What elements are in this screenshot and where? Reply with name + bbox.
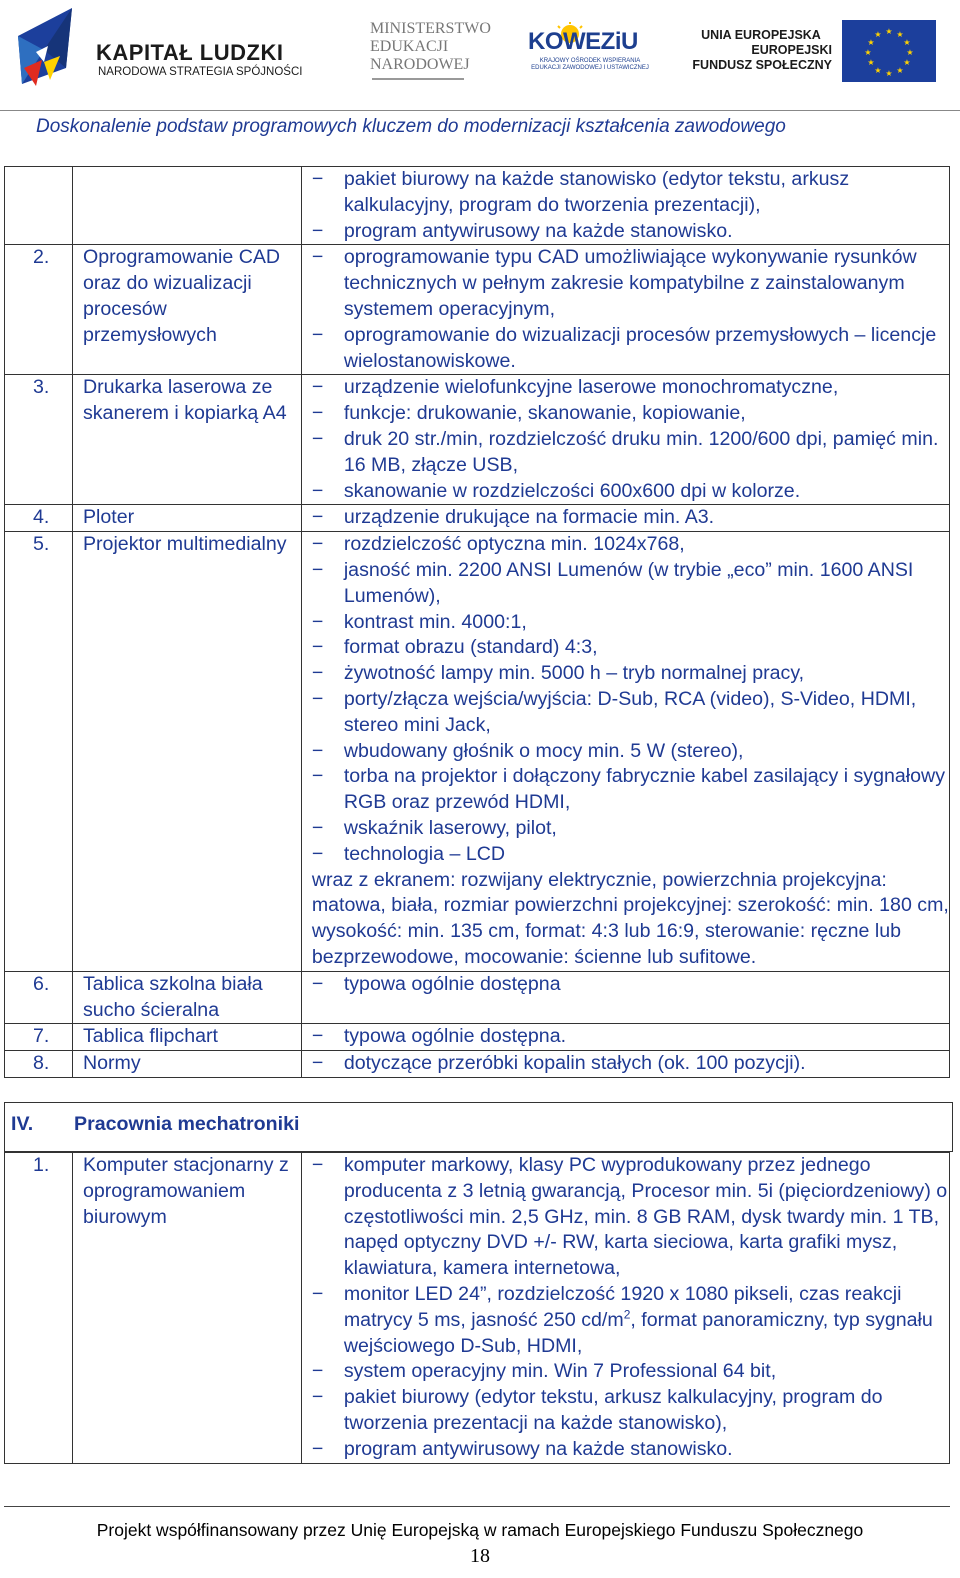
svg-text:★: ★ bbox=[896, 66, 904, 75]
spec-item: − wbudowany głośnik o mocy min. 5 W (stereo), bbox=[312, 739, 949, 765]
table-row bbox=[5, 1153, 950, 1464]
spec-item: − druk 20 str./min, rozdzielczość druku min. 1200/600 dpi, pamięć min. 16 MB, złącze USB, bbox=[312, 427, 949, 479]
row-number: 8. bbox=[5, 1051, 73, 1078]
ministry-line-2: EDUKACJI bbox=[370, 38, 449, 55]
row-name: Tablica flipchart bbox=[72, 1024, 301, 1051]
table-row bbox=[5, 532, 950, 972]
spec-item: − program antywirusowy na każde stanowisko. bbox=[312, 219, 949, 245]
row-number: 1. bbox=[5, 1153, 73, 1464]
table-row bbox=[5, 1051, 950, 1078]
spec-item: − pakiet biurowy (edytor tekstu, arkusz kalkulacyjny, program do tworzenia prezentacji na każde stanowisko), bbox=[312, 1385, 949, 1437]
svg-text:★: ★ bbox=[885, 69, 893, 78]
section-number: IV. bbox=[11, 1113, 34, 1135]
spec-item: − typowa ogólnie dostępna bbox=[312, 972, 949, 998]
spec-item: − rozdzielczość optyczna min. 1024x768, bbox=[312, 532, 949, 558]
section-title: Pracownia mechatroniki bbox=[74, 1113, 300, 1135]
spec-item: − torba na projektor i dołączony fabrycznie kabel zasilający i sygnałowy RGB oraz przewód HDMI, bbox=[312, 764, 949, 816]
spec-item: − skanowanie w rozdzielczości 600x600 dpi w kolorze. bbox=[312, 479, 949, 505]
ue-line-2: EUROPEJSKI bbox=[751, 43, 832, 57]
svg-text:★: ★ bbox=[867, 58, 875, 67]
row-spec bbox=[301, 1153, 949, 1464]
spec-item: − program antywirusowy na każde stanowisko. bbox=[312, 1437, 949, 1463]
table-row bbox=[5, 167, 950, 245]
table-row bbox=[5, 505, 950, 532]
section-header bbox=[4, 1102, 953, 1152]
spec-item: − jasność min. 2200 ANSI Lumenów (w trybie „eco” min. 1600 ANSI Lumenów), bbox=[312, 558, 949, 610]
svg-text:★: ★ bbox=[885, 27, 893, 36]
page-number: 18 bbox=[470, 1545, 490, 1567]
svg-text:★: ★ bbox=[903, 58, 911, 67]
spec-item: − komputer markowy, klasy PC wyprodukowany przez jednego producenta z 3 letnią gwarancją, Procesor min. 5i (pięciordzeniowy) o częstotliwości min. 2,5 GHz, min. 8 GB RAM, dysk twardy min. 1 TB, napęd optyczny DVD +/- RW, karta sieciowa, karta grafiki mysz, klawiatura, kamera internetowa, bbox=[312, 1153, 949, 1282]
row-spec bbox=[301, 971, 949, 1024]
spec-item: − technologia – LCD bbox=[312, 842, 949, 868]
spec-item: − urządzenie drukujące na formacie min. A3. bbox=[312, 505, 949, 531]
eu-flag-icon bbox=[842, 20, 936, 82]
row-number: 2. bbox=[5, 245, 73, 375]
superscript: 2 bbox=[623, 1307, 631, 1322]
ue-text bbox=[690, 28, 832, 73]
row-spec bbox=[301, 245, 949, 375]
table-row bbox=[5, 375, 950, 505]
spec-item: − oprogramowanie do wizualizacji procesów przemysłowych – licencje wielostanowiskowe. bbox=[312, 323, 949, 375]
row-name: Komputer stacjonarny z oprogramowaniem biurowym bbox=[72, 1153, 301, 1464]
spec-item: − oprogramowanie typu CAD umożliwiające wykonywanie rysunków technicznych w pełnym zakresie kompatybilne z zainstalowanym systemem operacyjnym, bbox=[312, 245, 949, 322]
row-number: 3. bbox=[5, 375, 73, 505]
project-title: Doskonalenie podstaw programowych kluczem do modernizacji kształcenia zawodowego bbox=[36, 116, 786, 137]
row-spec bbox=[301, 1024, 949, 1051]
ministry-underline bbox=[372, 78, 464, 80]
svg-text:★: ★ bbox=[903, 38, 911, 47]
table-row bbox=[5, 1024, 950, 1051]
row-number bbox=[5, 167, 73, 245]
row-name: Projektor multimedialny bbox=[72, 532, 301, 972]
spec-item: − kontrast min. 4000:1, bbox=[312, 610, 949, 636]
table-row bbox=[5, 245, 950, 375]
page-header bbox=[0, 0, 960, 112]
row-name bbox=[72, 167, 301, 245]
ministry-line-3: NARODOWEJ bbox=[370, 56, 470, 73]
row-number: 5. bbox=[5, 532, 73, 972]
spec-text: , format panoramiczny, typ sygnału wejściowego D-Sub, HDMI, bbox=[343, 1308, 933, 1357]
svg-text:★: ★ bbox=[906, 48, 914, 57]
row-spec bbox=[301, 532, 949, 972]
svg-text:★: ★ bbox=[867, 38, 875, 47]
row-number: 7. bbox=[5, 1024, 73, 1051]
spec-item: − system operacyjny min. Win 7 Professional 64 bit, bbox=[312, 1359, 949, 1385]
footer-text: Projekt współfinansowany przez Unię Europejską w ramach Europejskiego Funduszu Społecznego bbox=[96, 1520, 864, 1540]
spec-item bbox=[312, 1282, 949, 1359]
screen-description: wraz z ekranem: rozwijany elektrycznie, powierzchnia projekcyjna: matowa, biała, rozmiar powierzchni projekcyjnej: szerokość: min. 180 cm, wysokość: min. 135 cm, format: 4:3 lub 16:9, sterowanie: ręczne lub bezprzewodowe, mocowanie: ścienne lub sufitowe. bbox=[311, 868, 949, 968]
svg-text:★: ★ bbox=[874, 30, 882, 39]
kl-subtitle: NARODOWA STRATEGIA SPÓJNOŚCI bbox=[98, 66, 303, 78]
spec-item: − porty/złącza wejścia/wyjścia: D-Sub, RCA (video), S-Video, HDMI, stereo mini Jack, bbox=[312, 687, 949, 739]
spec-item: − funkcje: drukowanie, skanowanie, kopiowanie, bbox=[312, 401, 949, 427]
row-spec bbox=[301, 505, 949, 532]
row-number: 6. bbox=[5, 971, 73, 1024]
row-name: Oprogramowanie CAD oraz do wizualizacji procesów przemysłowych bbox=[72, 245, 301, 375]
kowezu-sub-1: KRAJOWY OŚRODEK WSPIERANIA bbox=[539, 58, 641, 64]
svg-text:★: ★ bbox=[874, 66, 882, 75]
spec-item: − format obrazu (standard) 4:3, bbox=[312, 635, 949, 661]
spec-item: − żywotność lampy min. 5000 h – tryb normalnej pracy, bbox=[312, 661, 949, 687]
header-rule bbox=[0, 110, 960, 111]
ue-line-1: UNIA EUROPEJSKA bbox=[701, 28, 821, 42]
row-spec bbox=[301, 167, 949, 245]
svg-text:★: ★ bbox=[864, 48, 872, 57]
kl-title: KAPITAŁ LUDZKI bbox=[96, 40, 284, 65]
kowezu-name: KOWEZiU bbox=[528, 28, 638, 55]
kowezu-subtitle bbox=[530, 58, 650, 72]
kowezu-sub-2: EDUKACJI ZAWODOWEJ I USTAWICZNEJ bbox=[531, 65, 649, 71]
row-name: Normy bbox=[72, 1051, 301, 1078]
ministry-line-1: MINISTERSTWO bbox=[370, 20, 491, 37]
row-name: Tablica szkolna biała sucho ścieralna bbox=[72, 971, 301, 1024]
spec-text: monitor LED 24”, rozdzielczość 1920 x 1080 pikseli, czas reakcji matrycy 5 ms, jasność 250 cd/m bbox=[343, 1282, 902, 1331]
row-name: Ploter bbox=[72, 505, 301, 532]
spec-item: − wskaźnik laserowy, pilot, bbox=[312, 816, 949, 842]
svg-text:★: ★ bbox=[896, 30, 904, 39]
row-name: Drukarka laserowa ze skanerem i kopiarką A4 bbox=[72, 375, 301, 505]
spec-item: − pakiet biurowy na każde stanowisko (edytor tekstu, arkusz kalkulacyjny, program do tworzenia prezentacji), bbox=[312, 167, 949, 219]
kapital-ludzki-logo bbox=[14, 6, 76, 98]
mechatronics-table bbox=[4, 1152, 950, 1464]
spec-item: − urządzenie wielofunkcyjne laserowe monochromatyczne, bbox=[312, 375, 949, 401]
footer-rule bbox=[4, 1506, 950, 1507]
row-spec bbox=[301, 375, 949, 505]
spec-item: − typowa ogólnie dostępna. bbox=[312, 1024, 949, 1050]
equipment-table bbox=[4, 166, 950, 1078]
ue-line-3: FUNDUSZ SPOŁECZNY bbox=[692, 58, 832, 72]
spec-item: − dotyczące przeróbki kopalin stałych (ok. 100 pozycji). bbox=[312, 1051, 949, 1077]
table-row bbox=[5, 971, 950, 1024]
row-number: 4. bbox=[5, 505, 73, 532]
row-spec bbox=[301, 1051, 949, 1078]
ministry-logo-text bbox=[370, 20, 491, 74]
